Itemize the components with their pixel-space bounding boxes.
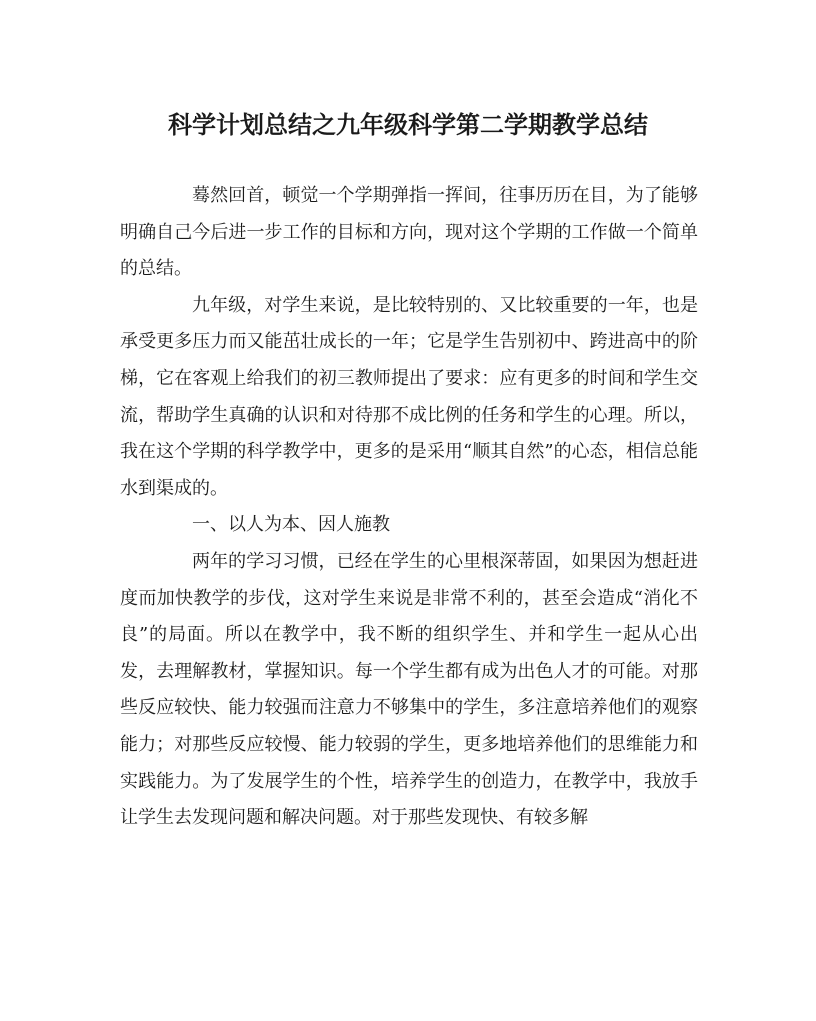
document-body — [120, 178, 698, 837]
section-heading-1: 一、以人为本、因人施教 — [192, 514, 390, 536]
paragraph-grade-nine: 九年级，对学生来说，是比较特别的、又比较重要的一年，也是承受更多压力而又能茁壮成长的一年；它是学生告别初中、跨进高中的阶梯，它在客观上给我们的初三教师提出了要求：应有更多的时间和学生交流，帮助学生真确的认识和对待那不成比例的任务和学生的心理。所以，我在这个学期的科学教学中，更多的是采用“顺其自然”的心态，相信总能水到渠成的。 — [120, 294, 698, 499]
paragraph-teaching: 两年的学习习惯，已经在学生的心里根深蒂固，如果因为想赶进度而加快教学的步伐，这对学生来说是非常不利的，甚至会造成“消化不良”的局面。所以在教学中，我不断的组织学生、并和学生一起从心出发，去理解教材，掌握知识。每一个学生都有成为出色人才的可能。对那些反应较快、能力较强而注意力不够集中的学生，多注意培养他们的观察能力；对那些反应较慢、能力较弱的学生，更多地培养他们的思维能力和实践能力。为了发展学生的个性，培养学生的创造力，在教学中，我放手让学生去发现问题和解决问题。对于那些发现快、有较多解 — [120, 550, 698, 829]
paragraph-intro: 蓦然回首，顿觉一个学期弹指一挥间，往事历历在目，为了能够明确自己今后进一步工作的目标和方向，现对这个学期的工作做一个简单的总结。 — [120, 185, 698, 280]
document-title: 科学计划总结之九年级科学第二学期教学总结 — [168, 110, 648, 139]
